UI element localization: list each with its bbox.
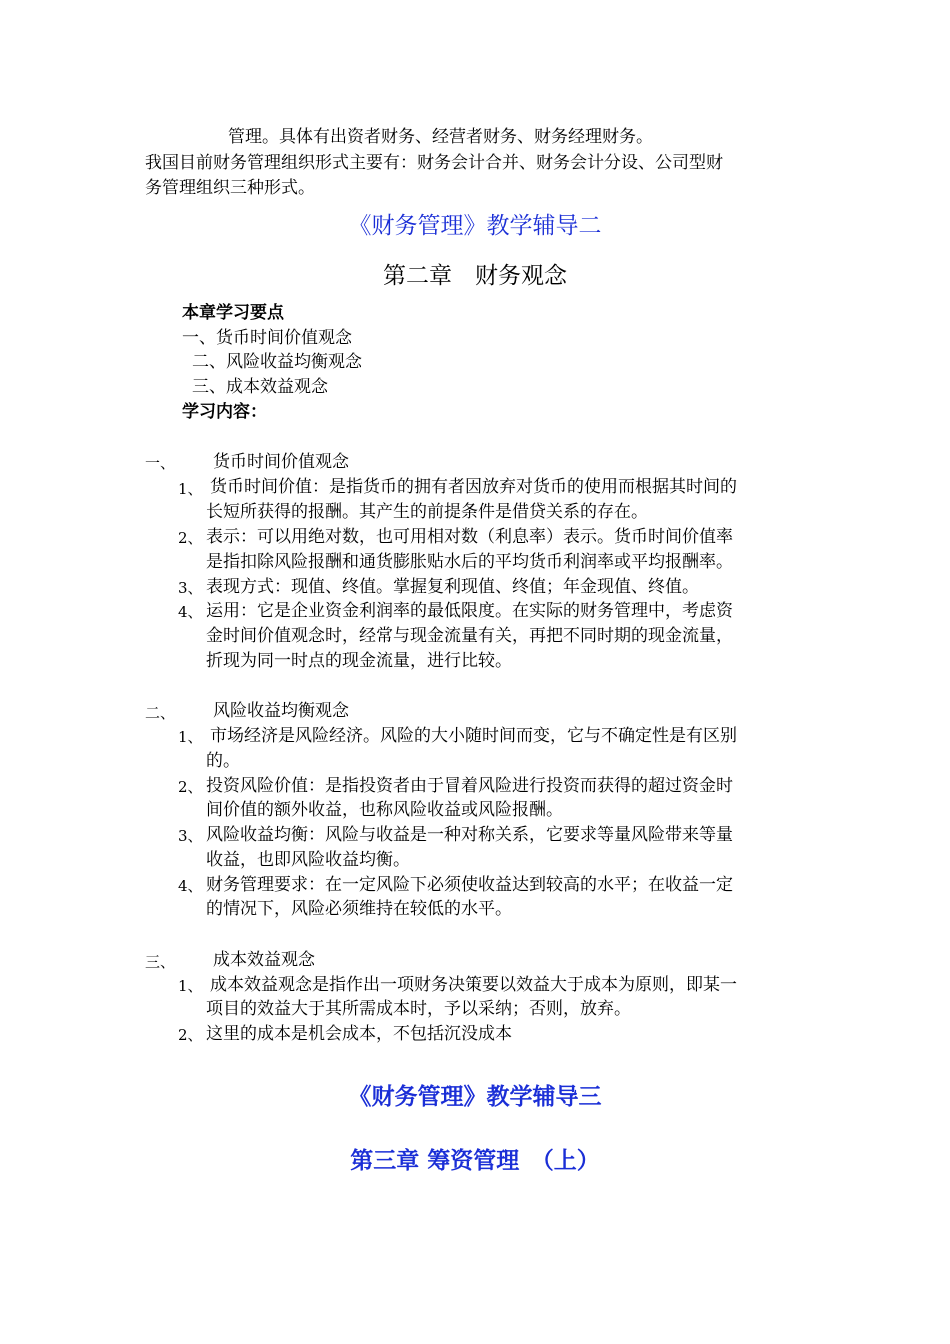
part-1-item-2-line-1: 表示：可以用绝对数，也可用相对数（利息率）表示。货币时间价值率 (206, 527, 733, 547)
chapter-2-title: 第二章 财务观念 (383, 263, 567, 289)
intro-line-1: 管理。具体有出资者财务、经营者财务、财务经理财务。 (228, 127, 653, 147)
part-3-item-1-number: 1、 (178, 977, 203, 995)
part-2-item-3-number: 3、 (178, 827, 203, 845)
intro-line-2: 我国目前财务管理组织形式主要有：财务会计合并、财务会计分设、公司型财 (145, 153, 723, 173)
part-1-item-1-line-1: 货币时间价值：是指货币的拥有者因放弃对货币的使用而根据其时间的 (210, 477, 737, 497)
part-1-item-2-number: 2、 (178, 529, 203, 547)
part-2-item-2-line-2: 间价值的额外收益，也称风险收益或风险报酬。 (206, 800, 563, 820)
part-3-item-2-number: 2、 (178, 1026, 203, 1044)
part-2-item-1-number: 1、 (178, 728, 203, 746)
part-1-number: 一、 (145, 454, 176, 472)
part-2-item-4-line-1: 财务管理要求：在一定风险下必须使收益达到较高的水平；在收益一定 (206, 875, 733, 895)
part-1-item-4-line-3: 折现为同一时点的现金流量，进行比较。 (206, 651, 512, 671)
part-2-item-4-line-2: 的情况下，风险必须维持在较低的水平。 (206, 899, 512, 919)
part-1-item-1-line-2: 长短所获得的报酬。其产生的前提条件是借贷关系的存在。 (206, 502, 648, 522)
content-label: 学习内容： (182, 402, 267, 422)
part-1-item-4-line-2: 金时间价值观念时，经常与现金流量有关，再把不同时期的现金流量， (206, 626, 733, 646)
part-2-item-1-line-2: 的。 (206, 751, 240, 771)
part-2-item-4-number: 4、 (178, 877, 203, 895)
intro-line-3: 务管理组织三种形式。 (145, 178, 315, 198)
part-1-item-2-line-2: 是指扣除风险报酬和通货膨胀贴水后的平均货币利润率或平均报酬率。 (206, 552, 733, 572)
part-3-item-2-line-1: 这里的成本是机会成本，不包括沉没成本 (206, 1024, 512, 1044)
key-point-2: 二、风险收益均衡观念 (192, 352, 362, 372)
key-points-label: 本章学习要点 (182, 303, 284, 323)
part-1-item-1-number: 1、 (178, 480, 203, 498)
part-2-item-3-line-1: 风险收益均衡：风险与收益是一种对称关系，它要求等量风险带来等量 (206, 825, 733, 845)
part-2-number: 二、 (145, 704, 176, 722)
key-point-1: 一、货币时间价值观念 (182, 328, 352, 348)
part-3-item-1-line-1: 成本效益观念是指作出一项财务决策要以效益大于成本为原则，即某一 (210, 975, 737, 995)
part-3-title: 成本效益观念 (213, 950, 315, 970)
part-3-number: 三、 (145, 953, 176, 971)
part-1-item-3-number: 3、 (178, 579, 203, 597)
part-1-title: 货币时间价值观念 (213, 452, 349, 472)
part-3-item-1-line-2: 项目的效益大于其所需成本时，予以采纳；否则，放弃。 (206, 999, 631, 1019)
part-2-item-2-line-1: 投资风险价值：是指投资者由于冒着风险进行投资而获得的超过资金时 (206, 776, 733, 796)
chapter-3-title: 第三章 筹资管理 （上） (350, 1147, 600, 1174)
part-2-item-2-number: 2、 (178, 778, 203, 796)
part-2-item-3-line-2: 收益，也即风险收益均衡。 (206, 850, 410, 870)
part-2-item-1-line-1: 市场经济是风险经济。风险的大小随时间而变，它与不确定性是有区别 (210, 726, 737, 746)
key-point-3: 三、成本效益观念 (192, 377, 328, 397)
part-1-item-4-number: 4、 (178, 603, 203, 621)
part-1-item-3-line-1: 表现方式：现值、终值。掌握复利现值、终值；年金现值、终值。 (206, 577, 699, 597)
part-1-item-4-line-1: 运用：它是企业资金利润率的最低限度。在实际的财务管理中，考虑资 (206, 601, 733, 621)
section-3-title: 《财务管理》教学辅导三 (348, 1083, 602, 1110)
section-2-title: 《财务管理》教学辅导二 (348, 213, 602, 239)
part-2-title: 风险收益均衡观念 (213, 701, 349, 721)
